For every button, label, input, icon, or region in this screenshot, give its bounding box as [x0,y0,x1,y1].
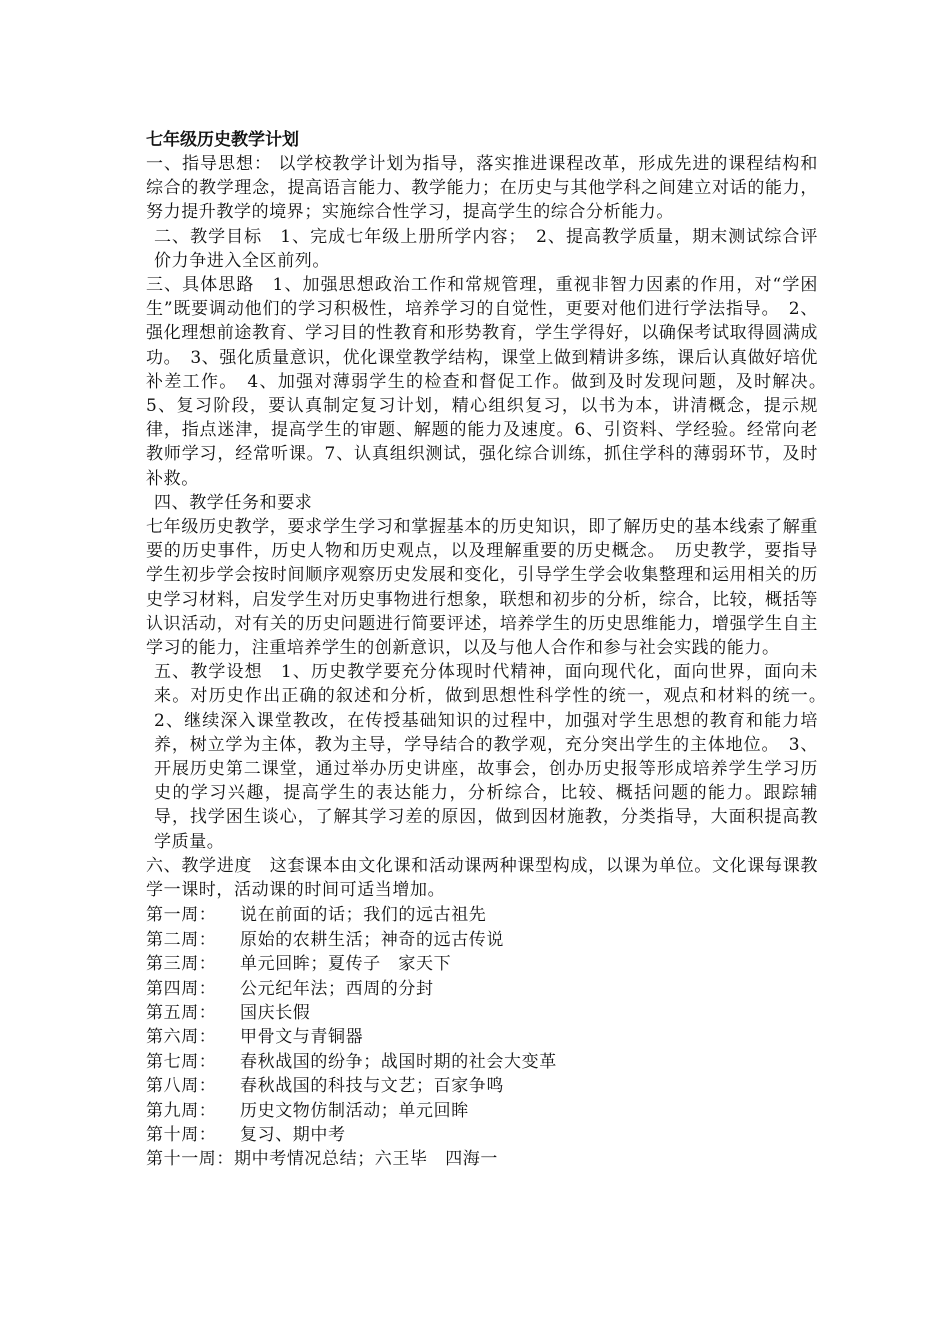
list-item [146,928,818,952]
section-specific-approach: 三、具体思路 1、加强思想政治工作和常规管理，重视非智力因素的作用，对“学困生”既要调动他们的学习积极性，培养学习的自觉性，更要对他们进行学法指导。 2、强化理想前途教育、学习目的性教育和形势教育，学生学得好，以确保考试取得圆满成功。 3、强化质量意识，优化课堂教学结构，课堂上做到精讲多练，课后认真做好培优补差工作。 4、加强对薄弱学生的检查和督促工作。做到及时发现问题，及时解决。 5、复习阶段，要认真制定复习计划，精心组织复习，以书为本，讲清概念，提示规律，指点迷津，提高学生的审题、解题的能力及速度。6、引资料、学经验。经常向老教师学习，经常听课。7、认真组织测试，强化综合训练，抓住学科的薄弱环节，及时补救。 [146,275,836,489]
list-item [146,1074,818,1098]
week-label: 第四周： [146,978,217,999]
week-content: 春秋战国的科技与文艺；百家争鸣 [240,1076,504,1097]
list-item [146,977,818,1001]
week-label: 第一周： [146,905,217,926]
list-item [146,952,818,976]
week-label: 第九周： [146,1100,217,1121]
list-item [146,1147,818,1171]
week-content: 单元回眸；夏传子 家天下 [240,954,452,975]
week-label: 第二周： [146,929,217,950]
week-content: 历史文物仿制活动；单元回眸 [240,1100,469,1121]
week-content: 国庆长假 [240,1002,311,1023]
week-content: 甲骨文与青铜器 [240,1027,364,1048]
section-tasks-heading: 四、教学任务和要求 [154,492,313,513]
list-item [146,903,818,927]
week-content: 期中考情况总结；六王毕 四海一 [234,1149,498,1170]
document-title: 七年级历史教学计划 [146,130,299,150]
week-label: 第三周： [146,954,217,975]
week-content: 复习、期中考 [240,1124,346,1145]
section-guiding-ideology: 一、指导思想： 以学校教学计划为指导，落实推进课程改革，形成先进的课程结构和综合的教学理念，提高语言能力、教学能力；在历史与其他学科之间建立对话的能力，努力提升教学的境界；实施综合性学习，提高学生的综合分析能力。 [146,154,818,223]
list-item [146,1050,818,1074]
list-item [146,1099,818,1123]
week-content: 原始的农耕生活；神奇的远古传说 [240,929,504,950]
section-teaching-schedule: 六、教学进度 这套课本由文化课和活动课两种课型构成，以课为单位。文化课每课教学一课时，活动课的时间可适当增加。 [146,855,818,901]
week-label: 第五周： [146,1002,217,1023]
week-content: 春秋战国的纷争；战国时期的社会大变革 [240,1051,557,1072]
document-page [146,128,836,1172]
section-teaching-ideas: 五、教学设想 1、历史教学要充分体现时代精神，面向现代化，面向世界，面向未来。对历史作出正确的叙述和分析，做到思想性科学性的统一，观点和材料的统一。 2、继续深入课堂教改，在传授基础知识的过程中，加强对学生思想的教育和能力培养，树立学为主体，教为主导，学导结合的教学观，充分突出学生的主体地位。 3、开展历史第二课堂，通过举办历史讲座，故事会，创办历史报等形成培养学生学习历史的学习兴趣，提高学生的表达能力，分析综合，比较、概括问题的能力。跟踪辅导，找学困生谈心，了解其学习差的原因，做到因材施教，分类指导，大面积提高教学质量。 [154,662,836,852]
section-tasks-body: 七年级历史教学，要求学生学习和掌握基本的历史知识，即了解历史的基本线索了解重要的历史事件，历史人物和历史观点，以及理解重要的历史概念。 历史教学，要指导学生初步学会按时间顺序观察历史发展和变化，引导学生学会收集整理和运用相关的历史学习材料，启发学生对历史事物进行想象，联想和初步的分析，综合，比较，概括等认识活动，对有关的历史问题进行简要评述，培养学生的历史思维能力，增强学生自主学习的能力，注重培养学生的创新意识，以及与他人合作和参与社会实践的能力。 [146,517,818,659]
week-content: 公元纪年法；西周的分封 [240,978,434,999]
week-label: 第八周： [146,1076,217,1097]
week-label: 第十一周： [146,1149,234,1170]
week-label: 第七周： [146,1051,217,1072]
list-item [146,1025,818,1049]
list-item [146,1123,818,1147]
week-label: 第六周： [146,1027,217,1048]
week-label: 第十周： [146,1124,217,1145]
week-content: 说在前面的话；我们的远古祖先 [240,905,487,926]
section-teaching-goals: 二、教学目标 1、完成七年级上册所学内容； 2、提高教学质量，期末测试综合评价力争进入全区前列。 [154,226,818,271]
week-schedule-list [146,903,818,1171]
list-item [146,1001,818,1025]
